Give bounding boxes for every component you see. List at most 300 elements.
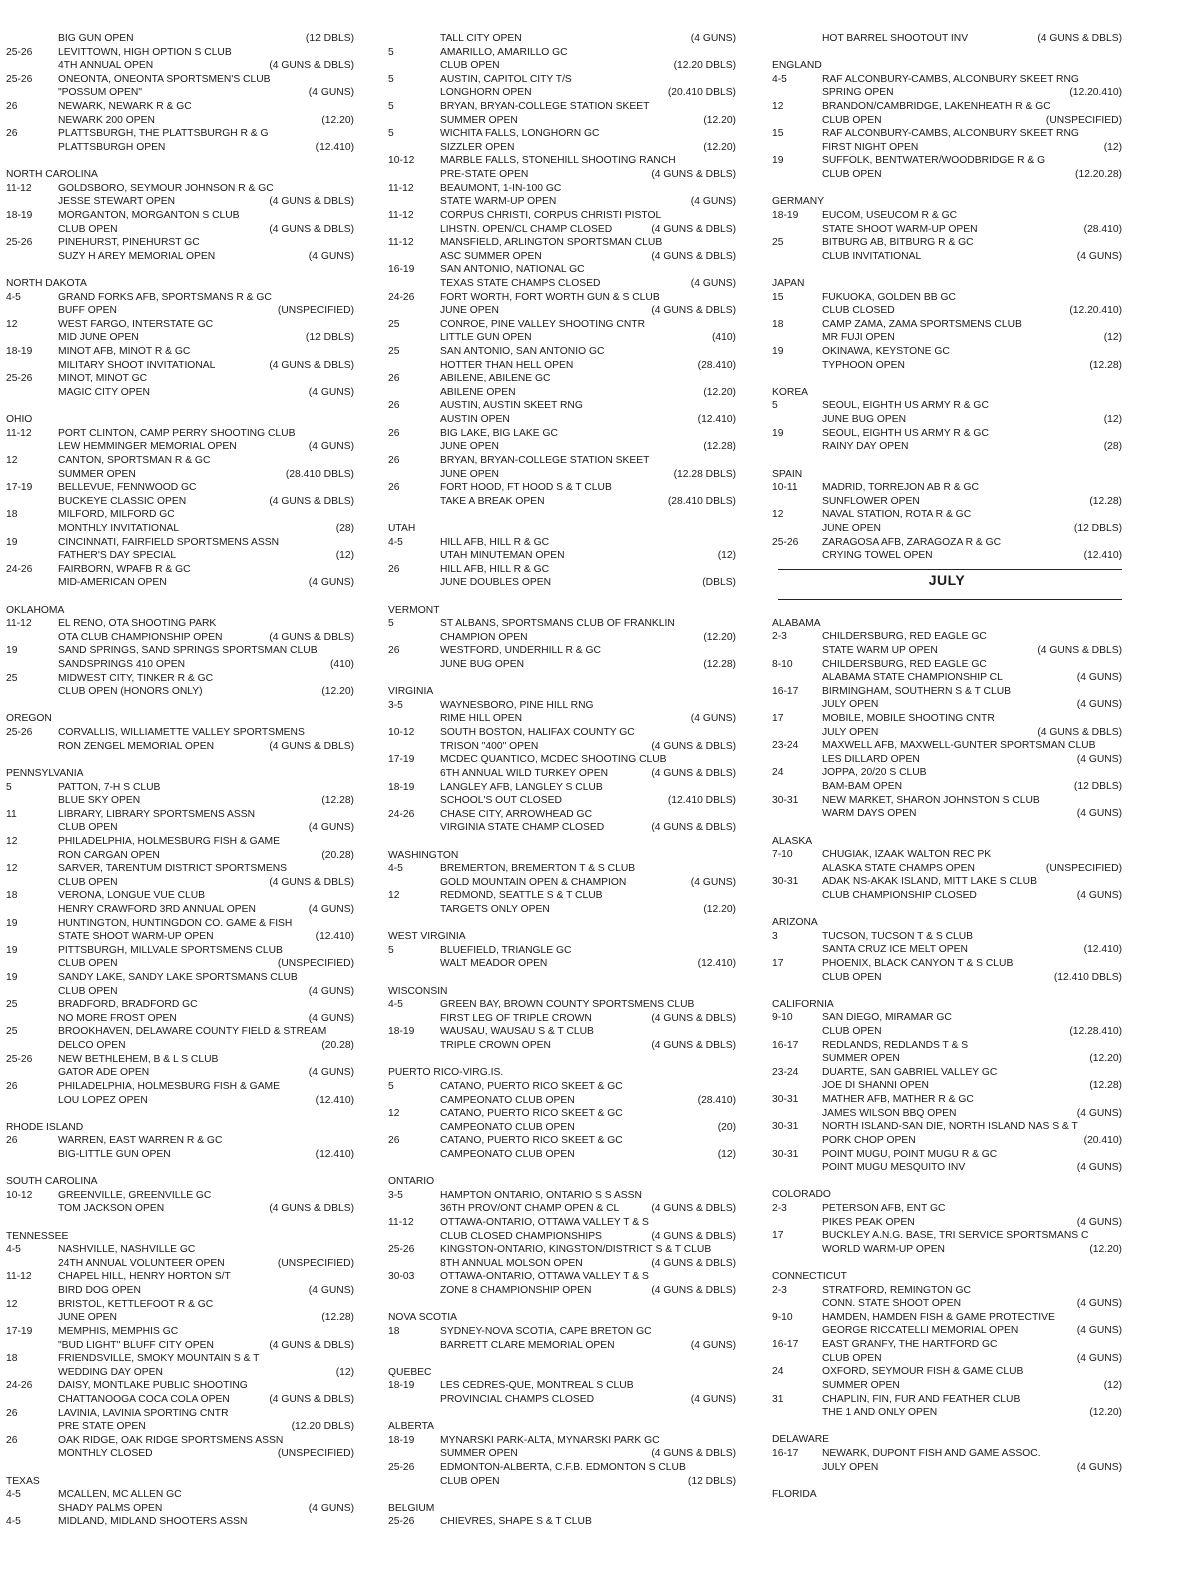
event-location: ST ALBANS, SPORTSMANS CLUB OF FRANKLIN	[440, 618, 675, 630]
event-location: DAISY, MONTLAKE PUBLIC SHOOTING	[58, 1380, 248, 1392]
event-name: JUNE OPEN	[440, 305, 499, 317]
event-name-line	[388, 59, 736, 73]
region-heading: FLORIDA	[772, 1488, 817, 1500]
event-date: 26	[388, 373, 400, 385]
event-gauges: (4 GUNS)	[1076, 889, 1122, 901]
event-gauges: (4 GUNS & DBLS)	[269, 196, 354, 208]
event-gauges: (4 GUNS)	[308, 250, 354, 262]
event-name-line	[388, 767, 736, 781]
event-date: 25-26	[6, 727, 33, 739]
event-location: CAMP ZAMA, ZAMA SPORTSMENS CLUB	[822, 318, 1022, 330]
event-gauges: (12.410)	[315, 1094, 354, 1106]
event-location: CHILDERSBURG, RED EAGLE GC	[822, 658, 987, 670]
region-heading: OHIO	[6, 414, 33, 426]
event-location: BITBURG AB, BITBURG R & GC	[822, 237, 974, 249]
event-name: JULY OPEN	[822, 726, 879, 738]
event-location: HOT BARREL SHOOTOUT INV	[822, 33, 969, 44]
event-entry	[6, 1080, 354, 1107]
event-date: 4-5	[6, 1244, 21, 1256]
spacer	[6, 263, 354, 277]
event-location: LANGLEY AFB, LANGLEY S CLUB	[440, 781, 603, 793]
spacer	[772, 372, 1122, 386]
event-gauges: (12.28 DBLS)	[673, 468, 736, 480]
event-gauges: (4 GUNS)	[1076, 808, 1122, 820]
region-heading: BELGIUM	[388, 1502, 435, 1514]
event-name: SUMMER OPEN	[822, 1379, 900, 1391]
event-name-line	[6, 1447, 354, 1461]
event-date: 19	[6, 917, 18, 929]
event-location: RAF ALCONBURY-CAMBS, ALCONBURY SKEET RNG	[822, 128, 1079, 140]
event-location: CHUGIAK, IZAAK WALTON REC PK	[822, 849, 992, 861]
event-entry	[6, 971, 354, 998]
event-name-line	[772, 1297, 1122, 1311]
event-date: 2-3	[772, 1284, 787, 1296]
event-location: EDMONTON-ALBERTA, C.F.B. EDMONTON S CLUB	[440, 1461, 686, 1473]
event-name: RIME HILL OPEN	[440, 713, 523, 725]
event-entry	[388, 1515, 736, 1529]
event-location-line	[388, 536, 736, 550]
event-name-line	[772, 1352, 1122, 1366]
event-name: CHATTANOOGA COCA COLA OPEN	[58, 1393, 230, 1405]
event-date: 18	[6, 509, 18, 521]
spacer	[772, 903, 1122, 917]
event-gauges: (4 GUNS)	[308, 441, 354, 453]
event-name-line	[6, 903, 354, 917]
event-gauges: (4 GUNS)	[1076, 1107, 1122, 1119]
event-name: PIKES PEAK OPEN	[822, 1216, 915, 1228]
event-gauges: (UNSPECIFIED)	[1045, 862, 1122, 874]
event-name: 6TH ANNUAL WILD TURKEY OPEN	[440, 767, 609, 779]
event-name-line	[388, 1012, 736, 1026]
event-gauges: (4 GUNS & DBLS)	[651, 1448, 736, 1460]
event-location: MINOT AFB, MINOT R & GC	[58, 346, 191, 358]
event-entry	[388, 1189, 736, 1216]
event-name: CRYING TOWEL OPEN	[822, 550, 933, 562]
event-name: CONN. STATE SHOOT OPEN	[822, 1298, 962, 1310]
event-location-line	[772, 481, 1122, 495]
event-location-line	[6, 427, 354, 441]
event-date: 25-26	[388, 1461, 415, 1473]
event-gauges: (UNSPECIFIED)	[277, 958, 354, 970]
event-date: 12	[6, 835, 18, 847]
event-location: CHAPEL HILL, HENRY HORTON S/T	[58, 1271, 231, 1283]
event-location: SAN ANTONIO, NATIONAL GC	[440, 264, 585, 276]
event-name-line	[772, 413, 1122, 427]
event-location: ZARAGOSA AFB, ZARAGOZA R & GC	[822, 536, 1002, 548]
event-date: 11-12	[6, 182, 32, 194]
event-gauges: (4 GUNS)	[308, 577, 354, 589]
event-entry	[6, 182, 354, 209]
event-entry	[772, 739, 1122, 766]
event-date: 11-12	[6, 1271, 32, 1283]
event-name-line	[6, 876, 354, 890]
event-location: BRYAN, BRYAN-COLLEGE STATION SKEET	[440, 101, 650, 113]
event-date: 4-5	[6, 291, 21, 303]
event-name-line	[6, 1339, 354, 1353]
event-location-line	[772, 1311, 1122, 1325]
event-date: 11-12	[388, 209, 414, 221]
event-location-line	[772, 236, 1122, 250]
event-location-line	[388, 808, 736, 822]
event-name: GATOR ADE OPEN	[58, 1067, 150, 1079]
event-location: MIDWEST CITY, TINKER R & GC	[58, 672, 214, 684]
event-name: JAMES WILSON BBQ OPEN	[822, 1107, 957, 1119]
event-date: 24-26	[388, 808, 415, 820]
event-date: 23-24	[772, 1066, 799, 1078]
event-name: CLUB OPEN	[822, 1026, 882, 1038]
event-location-line	[772, 1284, 1122, 1298]
event-entry	[388, 753, 736, 780]
region-heading: ENGLAND	[772, 60, 822, 72]
event-gauges: (4 GUNS)	[690, 196, 736, 208]
event-location: WAUSAU, WAUSAU S & T CLUB	[440, 1026, 594, 1038]
event-location-line	[772, 658, 1122, 672]
event-date: 26	[388, 563, 400, 575]
event-gauges: (12.28)	[321, 795, 354, 807]
event-location: PATTON, 7-H S CLUB	[58, 781, 161, 793]
event-location: DUARTE, SAN GABRIEL VALLEY GC	[822, 1066, 998, 1078]
event-name-line	[772, 1052, 1122, 1066]
spacer	[772, 1474, 1122, 1488]
event-gauges: (12 DBLS)	[687, 1475, 736, 1487]
event-date: 26	[388, 400, 400, 412]
event-entry	[772, 154, 1122, 181]
event-entry	[6, 781, 354, 808]
event-location-line	[388, 1515, 736, 1529]
event-location: SARVER, TARENTUM DISTRICT SPORTSMENS	[58, 863, 288, 875]
event-name: WALT MEADOR OPEN	[440, 958, 548, 970]
event-location-line	[6, 182, 354, 196]
event-entry	[388, 399, 736, 426]
event-name-line	[772, 1079, 1122, 1093]
event-name-line	[388, 495, 736, 509]
event-location-line	[6, 481, 354, 495]
event-name: CLUB OPEN	[822, 1352, 882, 1364]
region-heading: DELAWARE	[772, 1434, 830, 1446]
event-location: WAYNESBORO, PINE HILL RNG	[440, 699, 594, 711]
event-date: 18-19	[388, 1026, 415, 1038]
event-location: CANTON, SPORTSMAN R & GC	[58, 454, 211, 466]
event-location: GRAND FORKS AFB, SPORTSMANS R & GC	[58, 291, 272, 303]
event-location-line	[772, 1148, 1122, 1162]
event-name: BUFF OPEN	[58, 305, 117, 317]
event-entry	[772, 630, 1122, 657]
event-name: ABILENE OPEN	[440, 386, 516, 398]
event-name: LES DILLARD OPEN	[822, 753, 920, 765]
event-name: TYPHOON OPEN	[822, 359, 905, 371]
event-entry	[772, 712, 1122, 739]
event-name: PRE-STATE OPEN	[440, 169, 529, 181]
event-location-line	[772, 1093, 1122, 1107]
event-name: JOE DI SHANNI OPEN	[822, 1080, 929, 1092]
event-date: 5	[388, 101, 394, 113]
event-gauges: (4 GUNS & DBLS)	[269, 631, 354, 643]
event-location: PETERSON AFB, ENT GC	[822, 1202, 946, 1214]
spacer	[388, 1298, 736, 1312]
event-date: 31	[772, 1393, 784, 1405]
event-gauges: (4 GUNS & DBLS)	[269, 359, 354, 371]
event-date: 11-12	[388, 237, 414, 249]
event-location-line	[6, 672, 354, 686]
event-gauges: (12.20)	[703, 386, 736, 398]
event-entry	[388, 372, 736, 399]
event-name-line	[772, 86, 1122, 100]
event-location-line	[772, 1393, 1122, 1407]
spacer	[388, 1488, 736, 1502]
event-date: 25-26	[6, 1053, 33, 1065]
event-entry	[6, 672, 354, 699]
event-entry	[388, 154, 736, 181]
event-location: HAMDEN, HAMDEN FISH & GAME PROTECTIVE	[822, 1311, 1055, 1323]
event-entry	[6, 427, 354, 454]
event-date: 10-12	[388, 727, 415, 739]
region-heading: OKLAHOMA	[6, 604, 65, 616]
event-entry	[772, 236, 1122, 263]
event-name-line	[388, 114, 736, 128]
event-date: 2-3	[772, 1202, 787, 1214]
event-entry	[6, 345, 354, 372]
event-entry	[772, 875, 1122, 902]
event-location-line	[6, 508, 354, 522]
month-rule-bottom	[778, 599, 1122, 600]
event-entry	[388, 209, 736, 236]
event-location-line	[388, 889, 736, 903]
event-name: TARGETS ONLY OPEN	[440, 904, 550, 915]
spacer	[388, 1352, 736, 1366]
event-date: 26	[388, 427, 400, 439]
event-entry	[772, 1066, 1122, 1093]
event-name: "POSSUM OPEN"	[58, 87, 142, 99]
event-name-line	[772, 1134, 1122, 1148]
event-location-line	[6, 318, 354, 332]
event-gauges: (12)	[1103, 332, 1122, 344]
event-name-line	[772, 168, 1122, 182]
event-date: 11-12	[388, 182, 414, 194]
event-name-line	[772, 671, 1122, 685]
event-location: MANSFIELD, ARLINGTON SPORTSMAN CLUB	[440, 237, 663, 249]
event-location-line	[6, 1080, 354, 1094]
event-entry	[388, 345, 736, 372]
event-entry	[6, 1243, 354, 1270]
event-location: MOBILE, MOBILE SHOOTING CNTR	[822, 713, 995, 725]
event-name-line	[6, 495, 354, 509]
event-location: WICHITA FALLS, LONGHORN GC	[440, 128, 600, 140]
event-name-line	[772, 1107, 1122, 1121]
spacer	[772, 1256, 1122, 1270]
event-date: 16-19	[388, 264, 415, 276]
event-name: STATE WARM UP OPEN	[822, 644, 938, 656]
event-date: 26	[388, 1135, 400, 1147]
event-name-line	[772, 304, 1122, 318]
event-name: BIG-LITTLE GUN OPEN	[58, 1148, 171, 1160]
event-date: 24-26	[388, 291, 415, 303]
event-date: 10-11	[772, 482, 798, 494]
event-location-line	[772, 508, 1122, 522]
event-entry	[6, 1325, 354, 1352]
event-entry	[772, 399, 1122, 426]
event-entry	[388, 617, 736, 644]
event-date: 26	[388, 482, 400, 494]
event-gauges: (12.20)	[703, 114, 736, 126]
event-gauges: (12)	[1103, 141, 1122, 153]
event-entry	[388, 1434, 736, 1461]
event-gauges: (4 GUNS & DBLS)	[269, 1393, 354, 1405]
event-entry	[772, 658, 1122, 685]
event-gauges: (4 GUNS)	[1076, 1325, 1122, 1337]
event-name-line	[6, 658, 354, 672]
event-location-line	[388, 617, 736, 631]
event-gauges: (20.410)	[1083, 1134, 1122, 1146]
event-gauges: (28.410 DBLS)	[667, 495, 736, 507]
event-location: OXFORD, SEYMOUR FISH & GAME CLUB	[822, 1366, 1024, 1378]
event-location: PHOENIX, BLACK CANYON T & S CLUB	[822, 958, 1014, 969]
event-name-line	[772, 440, 1122, 454]
event-location: MINOT, MINOT GC	[58, 373, 148, 385]
event-name: BLUE SKY OPEN	[58, 795, 141, 807]
event-date: 4-5	[388, 536, 403, 548]
event-entry	[772, 100, 1122, 127]
event-location-line	[388, 182, 736, 196]
event-name: FIRST LEG OF TRIPLE CROWN	[440, 1012, 592, 1024]
event-location-line	[388, 345, 736, 359]
event-name: FIRST NIGHT OPEN	[822, 141, 919, 153]
region-heading: QUEBEC	[388, 1366, 432, 1378]
event-name: JUNE BUG OPEN	[440, 659, 525, 671]
event-location: NEW BETHLEHEM, B & L S CLUB	[58, 1053, 219, 1065]
event-entry	[388, 236, 736, 263]
event-name-line	[6, 114, 354, 128]
event-location: LES CEDRES-QUE, MONTREAL S CLUB	[440, 1380, 634, 1392]
event-name-line	[388, 1094, 736, 1108]
event-name-line	[772, 141, 1122, 155]
event-entry	[6, 1189, 354, 1216]
spacer	[772, 263, 1122, 277]
event-location-line	[772, 399, 1122, 413]
spacer	[772, 984, 1122, 998]
event-date: 5	[772, 400, 778, 412]
event-name: CAMPEONATO CLUB OPEN	[440, 1094, 575, 1106]
event-location: MIDLAND, MIDLAND SHOOTERS ASSN	[58, 1516, 248, 1528]
event-gauges: (12.20)	[1089, 1243, 1122, 1255]
event-location: CORVALLIS, WILLIAMETTE VALLEY SPORTSMENS	[58, 727, 305, 739]
event-location-line	[6, 1243, 354, 1257]
event-entry	[388, 699, 736, 726]
spacer	[6, 399, 354, 413]
event-date: 16-17	[772, 1339, 799, 1351]
spacer	[6, 590, 354, 604]
event-location: AUSTIN, CAPITOL CITY T/S	[440, 73, 572, 85]
event-date: 25-26	[6, 46, 33, 58]
event-gauges: (4 GUNS)	[690, 1339, 736, 1351]
event-location: SOUTH BOSTON, HALIFAX COUNTY GC	[440, 727, 635, 739]
event-entry	[388, 263, 736, 290]
region-heading: SOUTH CAROLINA	[6, 1176, 98, 1188]
event-entry	[772, 291, 1122, 318]
event-location: BREMERTON, BREMERTON T & S CLUB	[440, 863, 636, 875]
event-date: 10-12	[6, 1189, 33, 1201]
event-name-line	[6, 740, 354, 754]
event-location-line	[6, 209, 354, 223]
event-name: ASC SUMMER OPEN	[440, 250, 542, 262]
event-entry	[388, 481, 736, 508]
event-name-line	[772, 862, 1122, 876]
event-location: EUCOM, USEUCOM R & GC	[822, 209, 958, 221]
event-location-line	[6, 1053, 354, 1067]
event-date: 17-19	[6, 482, 33, 494]
event-name: CLUB INVITATIONAL	[822, 250, 922, 262]
event-entry	[772, 508, 1122, 535]
event-name: TRISON "400" OPEN	[440, 740, 539, 752]
event-name: CLUB OPEN	[58, 822, 118, 834]
event-name: TOM JACKSON OPEN	[58, 1203, 165, 1215]
event-date: 18-19	[388, 781, 415, 793]
region-heading: KOREA	[772, 386, 809, 398]
event-gauges: (4 GUNS & DBLS)	[1037, 33, 1122, 44]
event-name-line	[6, 1311, 354, 1325]
event-location: MCALLEN, MC ALLEN GC	[58, 1489, 182, 1501]
spacer	[388, 672, 736, 686]
event-entry	[6, 998, 354, 1025]
event-entry	[772, 1120, 1122, 1147]
event-date: 12	[388, 1108, 400, 1120]
event-gauges: (12.410)	[1083, 944, 1122, 956]
event-name-line	[772, 331, 1122, 345]
event-name-line	[772, 971, 1122, 985]
event-date: 26	[6, 1135, 18, 1147]
event-name-line	[388, 359, 736, 373]
region-heading: GERMANY	[772, 196, 825, 208]
event-name: CLUB CLOSED CHAMPIONSHIPS	[440, 1230, 602, 1242]
event-date: 12	[6, 454, 18, 466]
event-name: JULY OPEN	[822, 1461, 879, 1473]
event-entry	[388, 1243, 736, 1270]
region-heading: ONTARIO	[388, 1176, 435, 1188]
event-date: 11-12	[6, 427, 32, 439]
event-name-line	[388, 631, 736, 645]
event-gauges: (4 GUNS)	[308, 822, 354, 834]
event-location: CHIEVRES, SHAPE S & T CLUB	[440, 1516, 592, 1528]
event-date: 8-10	[772, 658, 793, 670]
event-date: 3-5	[388, 699, 403, 711]
event-date: 5	[388, 73, 394, 85]
event-name-line	[6, 957, 354, 971]
event-entry	[6, 1352, 354, 1379]
event-location: MORGANTON, MORGANTON S CLUB	[58, 209, 240, 221]
event-gauges: (UNSPECIFIED)	[277, 1257, 354, 1269]
event-date: 18-19	[388, 1434, 415, 1446]
event-location: PINEHURST, PINEHURST GC	[58, 237, 200, 249]
event-location-line	[772, 536, 1122, 550]
event-location-line	[772, 712, 1122, 726]
event-name: THE 1 AND ONLY OPEN	[822, 1407, 938, 1419]
event-entry	[6, 862, 354, 889]
event-name: HENRY CRAWFORD 3RD ANNUAL OPEN	[58, 904, 256, 915]
event-name: "BUD LIGHT" BLUFF CITY OPEN	[58, 1339, 214, 1351]
event-name-line	[388, 658, 736, 672]
event-name-line	[6, 59, 354, 73]
event-entry	[6, 917, 354, 944]
event-gauges: (12.28)	[321, 1312, 354, 1324]
event-name: CLUB OPEN	[822, 169, 882, 181]
event-gauges: (20.410 DBLS)	[667, 87, 736, 99]
event-location-line	[6, 808, 354, 822]
event-name-line	[388, 794, 736, 808]
event-location-line	[772, 127, 1122, 141]
event-entry	[772, 766, 1122, 793]
event-gauges: (4 GUNS)	[1076, 1352, 1122, 1364]
month-rule-top	[778, 569, 1122, 570]
event-entry	[388, 563, 736, 590]
